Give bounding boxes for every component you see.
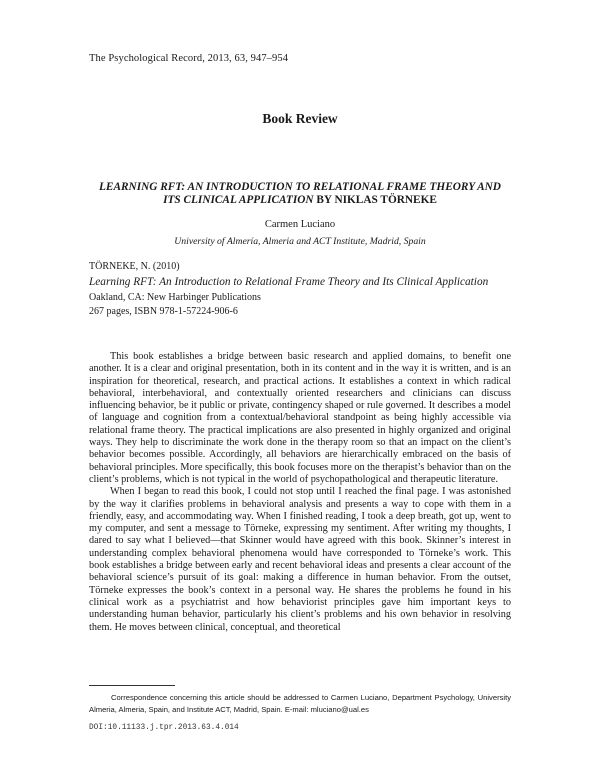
reviewer-affiliation: University of Almería, Almeria and ACT Institute, Madrid, Spain [174,236,426,247]
footnote-divider [89,685,175,686]
paragraph: This book establishes a bridge between basic research and applied domains, to benefit one another. It is a clear and original presentation, both in its content and in the way it is written, and is an inspiration for theoretical, research, and practical actions. It establishes a context in which radical behavioral, interbehavioral, and contextually oriented researchers and clinicians can discuss influencing behavior, be it public or private, contingency shaped or rule governed. It describes a model of language and cognition from a contextual/behavioral standpoint as being highly accessible via relational frame theory. The practical implications are also presented in highly organized and original ways. They help to discriminate the work done in the therapy room so that an impact on the client’s behavior becomes possible. Accordingly, all behaviors are hierarchically embraced on the basis of behavioral principles. More specifically, this book focuses more on the therapist’s behavior than on the client’s problems, which is not typical in the world of psychopathological and therapeutic literature. [89,351,511,485]
book-details: 267 pages, ISBN 978-1-57224-906-6 [89,305,238,317]
footnote-text: Correspondence concerning this article should be addressed to Carmen Luciano, Department Psychology, University Almeria, Almeria, Spain, and Institute ACT, Madrid, Spain. E-mail: mluciano@ual.es [89,693,511,714]
section-title: Book Review [262,111,338,126]
review-body [89,351,511,634]
review-title-author: BY NIKLAS TÖRNEKE [313,194,437,206]
book-title: Learning RFT: An Introduction to Relational Frame Theory and Its Clinical Application [89,276,489,288]
review-title-book: LEARNING RFT: AN INTRODUCTION TO RELATIONAL FRAME THEORY AND ITS CLINICAL APPLICATION [99,181,501,206]
correspondence-footnote [89,692,511,715]
book-citation-block [89,260,519,319]
paragraph: When I began to read this book, I could not stop until I reached the final page. I was astonished by the way it clarifies problems in behavioral analysis and presents a way to cope with them in a friendly, easy, and accommodating way. When I finished reading, I took a deep breath, got up, went to my computer, and sent a message to Törneke, expressing my sentiment. After writing my thoughts, I dared to say what I believed—that Skinner would have agreed with this book. Skinner’s interest in understanding complex behavioral phenomena would have corresponded to Törneke’s work. This book establishes a bridge between early and recent behavioral ideas and presents a clear account of the behavioral science’s pursuit of its goal: making a difference in human behavior. From the outset, Törneke expresses the book’s context in a personal way. He shares the problems he found in his clinical work as a psychiatrist and how behaviorist principles gave him important keys to understanding human behavior, particularly his client’s problems and his own behavior in resolving them. He moves between clinical, conceptual, and theoretical [89,486,511,633]
running-head: The Psychological Record, 2013, 63, 947–954 [89,53,289,64]
book-citation: TÖRNEKE, N. (2010) [89,261,180,272]
reviewer-name: Carmen Luciano [264,219,336,230]
doi: DOI:10.11133.j.tpr.2013.63.4.014 [89,724,239,732]
book-publisher: Oakland, CA: New Harbinger Publications [89,291,261,303]
review-title [89,181,511,207]
